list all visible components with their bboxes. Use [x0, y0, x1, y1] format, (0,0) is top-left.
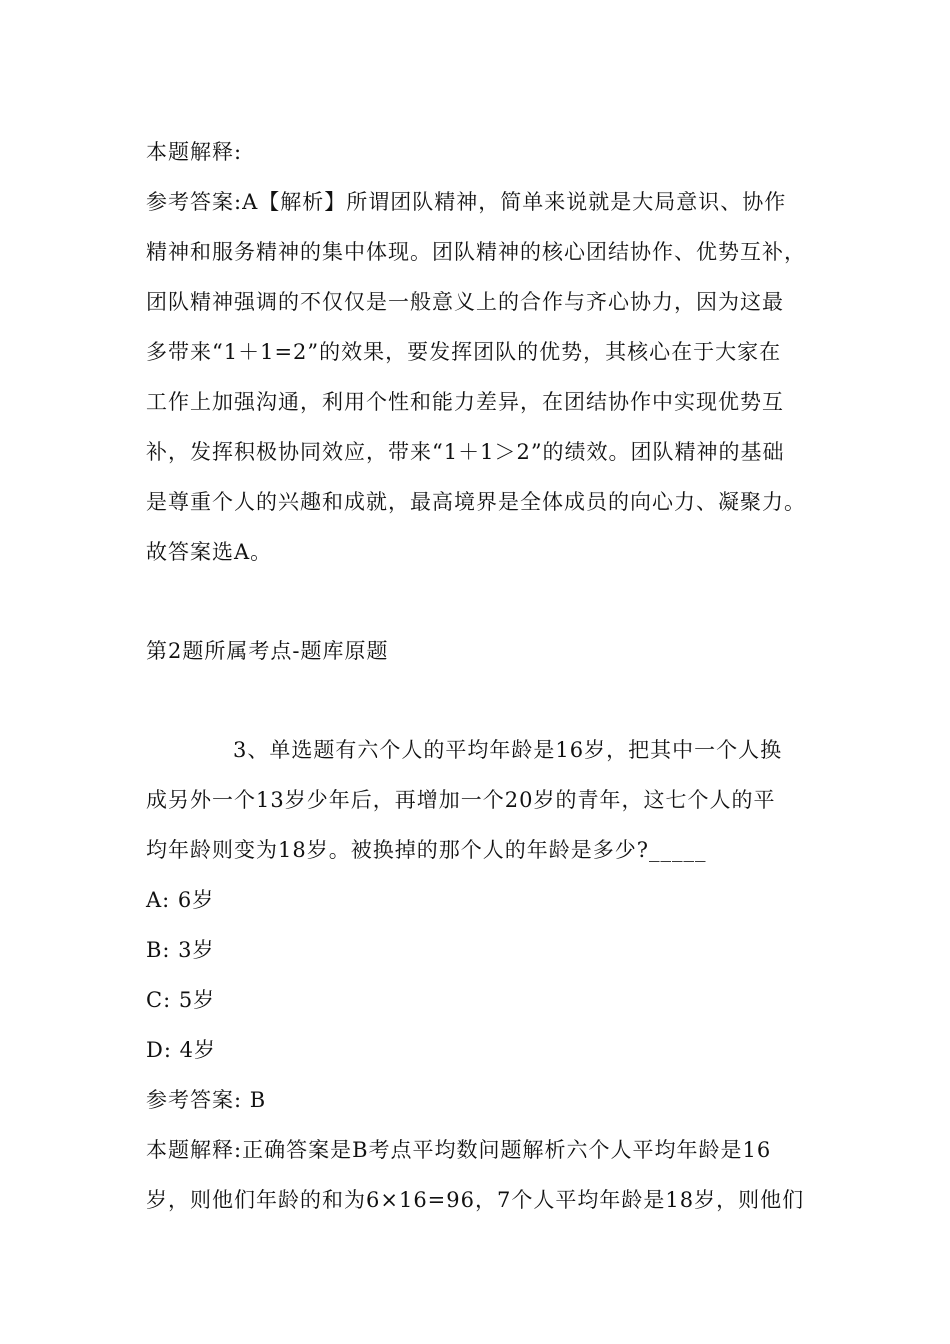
q3-explain-line: 岁，则他们年龄的和为6×16=96，7个人平均年龄是18岁，则他们 [146, 1188, 805, 1212]
q3-stem-line: 均年龄则变为18岁。被换掉的那个人的年龄是多少?_____ [146, 838, 707, 862]
q2-analysis-line: 多带来“1＋1=2”的效果，要发挥团队的优势，其核心在于大家在 [146, 340, 782, 364]
q2-analysis-line: 补，发挥积极协同效应，带来“1＋1＞2”的绩效。团队精神的基础 [146, 440, 785, 464]
q2-analysis-line: 故答案选A。 [146, 540, 273, 564]
q3-stem-line: 成另外一个13岁少年后，再增加一个20岁的青年，这七个人的平 [146, 788, 776, 812]
q2-explain-label: 本题解释: [146, 140, 243, 164]
q3-answer: 参考答案: B [146, 1088, 267, 1112]
q3-option-b: B: 3岁 [146, 938, 215, 962]
q2-analysis-line: 团队精神强调的不仅仅是一般意义上的合作与齐心协力，因为这最 [146, 290, 784, 314]
q3-option-c: C: 5岁 [146, 988, 216, 1012]
q2-analysis-line: 参考答案:A【解析】所谓团队精神，简单来说就是大局意识、协作 [146, 190, 787, 214]
q2-analysis-line: 精神和服务精神的集中体现。团队精神的核心团结协作、优势互补， [146, 240, 806, 264]
q2-analysis-line: 是尊重个人的兴趣和成就，最高境界是全体成员的向心力、凝聚力。 [146, 490, 806, 514]
q3-option-a: A: 6岁 [146, 888, 215, 912]
q3-option-d: D: 4岁 [146, 1038, 216, 1062]
q3-stem-line: 3、单选题有六个人的平均年龄是16岁，把其中一个人换 [233, 738, 783, 762]
q2-analysis-line: 工作上加强沟通，利用个性和能力差异，在团结协作中实现优势互 [146, 390, 784, 414]
q3-explain-line: 本题解释:正确答案是B考点平均数问题解析六个人平均年龄是16 [146, 1138, 772, 1162]
q2-topic: 第2题所属考点-题库原题 [146, 639, 389, 663]
